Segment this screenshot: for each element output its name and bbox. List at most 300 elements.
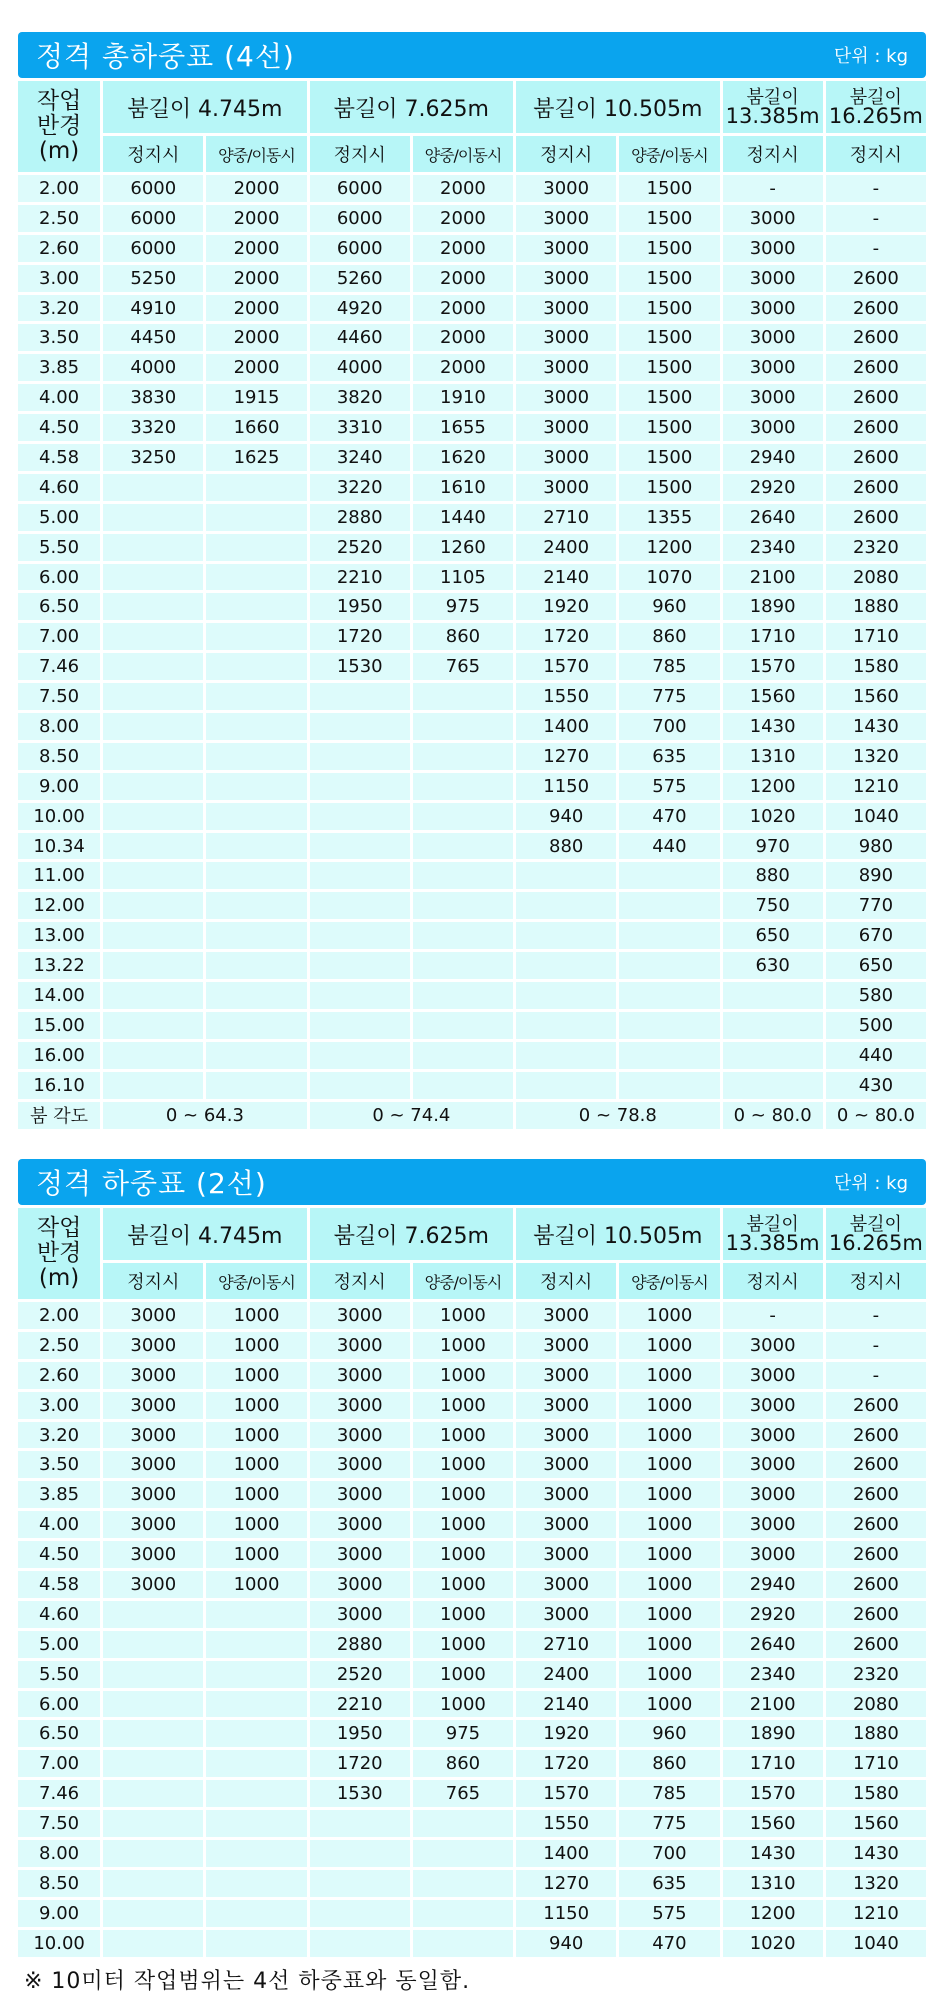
load-cell: 2400 <box>516 1661 616 1688</box>
load-cell: 1020 <box>723 1930 823 1957</box>
load-cell <box>206 1750 306 1777</box>
table-4line-unit: 단위 : kg <box>833 46 908 67</box>
load-cell: 3000 <box>310 1601 410 1628</box>
load-cell <box>103 743 203 770</box>
load-cell: 1210 <box>826 773 926 800</box>
radius-cell: 2.00 <box>18 175 100 202</box>
table-row <box>18 1012 926 1039</box>
load-cell: 1000 <box>413 1571 513 1598</box>
load-cell <box>310 1900 410 1927</box>
load-cell: 860 <box>413 1750 513 1777</box>
table-row <box>18 952 926 979</box>
load-cell: 3000 <box>723 1422 823 1449</box>
load-cell: 3000 <box>516 354 616 381</box>
load-cell: 3000 <box>310 1302 410 1329</box>
table-row <box>18 1072 926 1099</box>
sub-header: 양중/이동시 <box>206 136 306 172</box>
table-row <box>18 803 926 830</box>
load-cell: 1500 <box>619 175 719 202</box>
load-cell <box>103 773 203 800</box>
load-cell <box>413 982 513 1009</box>
load-cell: 580 <box>826 982 926 1009</box>
load-cell: 1000 <box>413 1661 513 1688</box>
load-cell: 500 <box>826 1012 926 1039</box>
load-cell: 1530 <box>310 1780 410 1807</box>
load-cell: - <box>826 175 926 202</box>
load-cell: 700 <box>619 1840 719 1867</box>
load-cell <box>310 773 410 800</box>
radius-cell: 7.50 <box>18 683 100 710</box>
load-cell: 2000 <box>206 175 306 202</box>
sub-header: 정지시 <box>516 136 616 172</box>
load-cell: 980 <box>826 833 926 860</box>
radius-cell: 3.50 <box>18 1451 100 1478</box>
table-row <box>18 324 926 351</box>
load-cell: 1070 <box>619 564 719 591</box>
load-cell: 3000 <box>310 1511 410 1538</box>
load-cell <box>310 952 410 979</box>
load-cell: 785 <box>619 1780 719 1807</box>
load-cell: 3000 <box>516 235 616 262</box>
load-cell <box>413 952 513 979</box>
table-row <box>18 265 926 292</box>
radius-cell: 7.46 <box>18 1780 100 1807</box>
load-cell: 2080 <box>826 1691 926 1718</box>
radius-cell: 13.22 <box>18 952 100 979</box>
load-cell: 635 <box>619 743 719 770</box>
table-2line-banner <box>18 1159 926 1205</box>
load-cell <box>103 1720 203 1747</box>
load-cell <box>413 1012 513 1039</box>
boom-angle-label: 붐 각도 <box>18 1102 100 1129</box>
load-cell: - <box>826 235 926 262</box>
load-cell: 3000 <box>723 324 823 351</box>
load-cell: 2940 <box>723 1571 823 1598</box>
load-cell: 3220 <box>310 474 410 501</box>
load-cell: 750 <box>723 892 823 919</box>
load-cell <box>206 683 306 710</box>
radius-cell: 7.00 <box>18 623 100 650</box>
boom-header-13385-label: 붐길이 <box>746 87 799 108</box>
load-cell: 1920 <box>516 1720 616 1747</box>
table-2line-body <box>18 1302 926 1957</box>
boom-header-13385-length: 13.385m <box>725 104 820 128</box>
load-cell: 6000 <box>310 175 410 202</box>
load-cell: 2880 <box>310 504 410 531</box>
boom-header-4745: 붐길이 4.745m <box>103 1208 306 1260</box>
load-cell: 4910 <box>103 295 203 322</box>
load-cell: 1320 <box>826 743 926 770</box>
load-cell: 6000 <box>103 175 203 202</box>
radius-cell: 3.85 <box>18 1481 100 1508</box>
load-cell: 1000 <box>413 1362 513 1389</box>
radius-cell: 3.50 <box>18 324 100 351</box>
table-row <box>18 1930 926 1957</box>
table-row <box>18 833 926 860</box>
load-cell: 3000 <box>723 1332 823 1359</box>
load-cell: 3000 <box>723 235 823 262</box>
load-cell: 1950 <box>310 593 410 620</box>
radius-header-line3: (m) <box>38 138 80 164</box>
load-cell: 3000 <box>310 1422 410 1449</box>
load-cell: 1500 <box>619 235 719 262</box>
load-cell: 3000 <box>516 175 616 202</box>
table-row <box>18 1332 926 1359</box>
radius-cell: 3.00 <box>18 265 100 292</box>
load-cell <box>206 1012 306 1039</box>
load-cell: 470 <box>619 803 719 830</box>
table-row <box>18 1780 926 1807</box>
load-cell <box>103 922 203 949</box>
radius-cell: 9.00 <box>18 773 100 800</box>
load-cell: 2000 <box>413 265 513 292</box>
boom-header-10505: 붐길이 10.505m <box>516 1208 719 1260</box>
load-cell <box>723 1042 823 1069</box>
radius-cell: 4.00 <box>18 1511 100 1538</box>
load-cell <box>206 833 306 860</box>
load-cell: 3000 <box>103 1422 203 1449</box>
load-cell: 3000 <box>516 324 616 351</box>
load-cell: 2400 <box>516 534 616 561</box>
sub-header: 양중/이동시 <box>206 1263 306 1299</box>
load-cell: 3000 <box>516 205 616 232</box>
load-cell: 3000 <box>310 1541 410 1568</box>
load-cell: 1570 <box>516 1780 616 1807</box>
load-cell <box>206 1072 306 1099</box>
load-cell <box>619 952 719 979</box>
load-cell <box>516 1072 616 1099</box>
load-cell: 575 <box>619 773 719 800</box>
load-cell <box>619 922 719 949</box>
load-cell: 1720 <box>516 1750 616 1777</box>
load-cell: 2600 <box>826 1422 926 1449</box>
table-row <box>18 1840 926 1867</box>
load-cell: 1580 <box>826 1780 926 1807</box>
load-cell: 3000 <box>516 444 616 471</box>
sub-header: 정지시 <box>826 1263 926 1299</box>
load-cell: 1000 <box>619 1631 719 1658</box>
load-cell <box>103 1072 203 1099</box>
load-cell: 2000 <box>413 324 513 351</box>
boom-angle-value: 0 ~ 78.8 <box>516 1102 719 1129</box>
load-cell: 3000 <box>310 1332 410 1359</box>
load-cell: 3000 <box>723 1511 823 1538</box>
boom-angle-value: 0 ~ 80.0 <box>826 1102 926 1129</box>
table-row <box>18 235 926 262</box>
radius-cell: 4.50 <box>18 414 100 441</box>
load-cell: 2880 <box>310 1631 410 1658</box>
load-cell <box>310 713 410 740</box>
radius-header-line2: 반경 <box>36 113 82 139</box>
boom-header-16265 <box>826 81 926 133</box>
load-cell: 2940 <box>723 444 823 471</box>
radius-cell: 2.00 <box>18 1302 100 1329</box>
load-cell: 1200 <box>619 534 719 561</box>
boom-header-13385 <box>723 81 823 133</box>
load-cell: 1550 <box>516 1810 616 1837</box>
radius-cell: 4.00 <box>18 384 100 411</box>
load-cell: 2600 <box>826 444 926 471</box>
sub-header: 정지시 <box>826 136 926 172</box>
radius-cell: 6.50 <box>18 593 100 620</box>
load-cell: 1310 <box>723 743 823 770</box>
load-cell: 1000 <box>619 1541 719 1568</box>
load-cell: 3000 <box>516 384 616 411</box>
table-row <box>18 534 926 561</box>
table-row <box>18 623 926 650</box>
table-row <box>18 1042 926 1069</box>
load-cell: 2000 <box>206 265 306 292</box>
load-cell: 1530 <box>310 653 410 680</box>
load-cell: 1720 <box>516 623 616 650</box>
load-cell: 2600 <box>826 295 926 322</box>
load-cell <box>206 1870 306 1897</box>
radius-cell: 4.50 <box>18 1541 100 1568</box>
load-cell: 3000 <box>310 1451 410 1478</box>
load-cell: 1500 <box>619 265 719 292</box>
load-cell: 1570 <box>723 653 823 680</box>
load-cell: 3000 <box>723 384 823 411</box>
table-row <box>18 683 926 710</box>
load-cell: 1400 <box>516 713 616 740</box>
load-cell <box>206 1720 306 1747</box>
sub-header: 양중/이동시 <box>619 136 719 172</box>
load-cell: 6000 <box>103 235 203 262</box>
load-cell <box>103 1661 203 1688</box>
load-cell: 3000 <box>516 295 616 322</box>
load-cell: 2520 <box>310 534 410 561</box>
load-cell: 1430 <box>826 713 926 740</box>
radius-header-line1: 작업 <box>36 1215 82 1241</box>
table-row <box>18 1302 926 1329</box>
load-cell: 860 <box>619 1750 719 1777</box>
load-cell <box>619 1072 719 1099</box>
load-cell: 3000 <box>516 1541 616 1568</box>
table-row <box>18 1661 926 1688</box>
load-cell <box>516 892 616 919</box>
table-row <box>18 1601 926 1628</box>
load-cell: 3250 <box>103 444 203 471</box>
load-cell: 2210 <box>310 1691 410 1718</box>
load-cell: 2600 <box>826 1481 926 1508</box>
load-cell: 3000 <box>103 1511 203 1538</box>
load-cell: 3000 <box>516 1571 616 1598</box>
radius-cell: 13.00 <box>18 922 100 949</box>
table-row <box>18 1541 926 1568</box>
load-cell: 2600 <box>826 1601 926 1628</box>
table-4line-banner <box>18 32 926 78</box>
load-cell <box>413 743 513 770</box>
table-row <box>18 713 926 740</box>
load-cell: 1500 <box>619 444 719 471</box>
load-cell: 1040 <box>826 1930 926 1957</box>
load-cell: 2000 <box>413 295 513 322</box>
load-cell: 2600 <box>826 1541 926 1568</box>
load-cell: 3000 <box>516 1392 616 1419</box>
load-cell <box>516 862 616 889</box>
load-cell <box>206 504 306 531</box>
load-cell: 2340 <box>723 1661 823 1688</box>
load-cell: 440 <box>826 1042 926 1069</box>
load-cell <box>723 1072 823 1099</box>
load-cell: 3000 <box>723 414 823 441</box>
table-row <box>18 414 926 441</box>
boom-header-16265-length: 16.265m <box>828 104 923 128</box>
load-cell: 1000 <box>413 1422 513 1449</box>
load-cell: 3000 <box>723 1541 823 1568</box>
load-cell: 700 <box>619 713 719 740</box>
table-row <box>18 354 926 381</box>
load-cell: - <box>826 205 926 232</box>
load-cell <box>310 862 410 889</box>
radius-cell: 3.85 <box>18 354 100 381</box>
load-cell: 1200 <box>723 773 823 800</box>
load-cell: 785 <box>619 653 719 680</box>
load-cell: 2210 <box>310 564 410 591</box>
radius-cell: 5.50 <box>18 1661 100 1688</box>
load-cell: 470 <box>619 1930 719 1957</box>
radius-header <box>18 1208 100 1299</box>
load-cell: 1560 <box>723 683 823 710</box>
load-cell: 3000 <box>723 354 823 381</box>
load-cell: 1310 <box>723 1870 823 1897</box>
radius-cell: 2.50 <box>18 1332 100 1359</box>
sub-header: 정지시 <box>310 1263 410 1299</box>
load-cell: 1430 <box>723 713 823 740</box>
load-cell: 3000 <box>103 1541 203 1568</box>
load-cell <box>619 982 719 1009</box>
load-cell: 1880 <box>826 1720 926 1747</box>
table-2line-title: 정격 하중표 (2선) <box>36 1167 267 1200</box>
table-row <box>18 1451 926 1478</box>
load-cell: 2000 <box>206 295 306 322</box>
load-cell: 3000 <box>516 1451 616 1478</box>
load-cell: - <box>723 175 823 202</box>
load-cell <box>206 1900 306 1927</box>
load-cell <box>310 1810 410 1837</box>
load-cell: 3000 <box>516 265 616 292</box>
load-cell: 2600 <box>826 1392 926 1419</box>
load-cell: 1000 <box>206 1392 306 1419</box>
load-cell: 770 <box>826 892 926 919</box>
load-cell: 1430 <box>723 1840 823 1867</box>
load-cell: 1200 <box>723 1900 823 1927</box>
load-cell <box>310 1042 410 1069</box>
table-row <box>18 1720 926 1747</box>
load-cell: 1105 <box>413 564 513 591</box>
load-cell <box>103 1691 203 1718</box>
load-cell: 3000 <box>723 1481 823 1508</box>
radius-cell: 8.00 <box>18 1840 100 1867</box>
load-cell: 1560 <box>826 683 926 710</box>
table-row <box>18 922 926 949</box>
table-row <box>18 1870 926 1897</box>
load-cell: 1000 <box>413 1541 513 1568</box>
load-cell <box>206 653 306 680</box>
load-cell <box>103 1601 203 1628</box>
load-cell: 1720 <box>310 1750 410 1777</box>
table-row <box>18 175 926 202</box>
load-cell: 970 <box>723 833 823 860</box>
boom-header-13385 <box>723 1208 823 1260</box>
boom-header-13385-label: 붐길이 <box>746 1214 799 1235</box>
load-cell: 3320 <box>103 414 203 441</box>
load-cell <box>516 982 616 1009</box>
load-cell: 860 <box>619 623 719 650</box>
load-cell: 775 <box>619 683 719 710</box>
load-table-4line <box>15 78 929 1132</box>
table-row <box>18 982 926 1009</box>
load-cell: 3000 <box>103 1481 203 1508</box>
load-cell: 1000 <box>206 1451 306 1478</box>
load-cell: 890 <box>826 862 926 889</box>
table-row <box>18 1691 926 1718</box>
load-cell: 4450 <box>103 324 203 351</box>
load-cell: 2600 <box>826 414 926 441</box>
table-row <box>18 593 926 620</box>
load-cell <box>310 743 410 770</box>
load-cell <box>206 534 306 561</box>
load-cell <box>413 833 513 860</box>
load-cell: 1000 <box>206 1541 306 1568</box>
load-cell: 2710 <box>516 1631 616 1658</box>
load-cell <box>310 1930 410 1957</box>
sub-header: 정지시 <box>516 1263 616 1299</box>
load-cell: 5260 <box>310 265 410 292</box>
load-cell: 2000 <box>206 235 306 262</box>
load-cell <box>516 952 616 979</box>
load-cell <box>206 1691 306 1718</box>
load-cell: 3000 <box>723 1392 823 1419</box>
load-cell: 650 <box>723 922 823 949</box>
load-cell: 1500 <box>619 324 719 351</box>
load-cell: 430 <box>826 1072 926 1099</box>
load-cell <box>310 1870 410 1897</box>
load-cell: 2600 <box>826 1451 926 1478</box>
load-cell <box>206 773 306 800</box>
load-cell <box>103 593 203 620</box>
load-cell: 2640 <box>723 1631 823 1658</box>
load-cell <box>723 982 823 1009</box>
load-cell <box>516 922 616 949</box>
load-cell: 1000 <box>619 1661 719 1688</box>
table-row <box>18 474 926 501</box>
load-cell: 1720 <box>310 623 410 650</box>
radius-cell: 6.00 <box>18 564 100 591</box>
sub-header: 정지시 <box>103 136 203 172</box>
load-cell: 3000 <box>723 205 823 232</box>
load-cell: 1500 <box>619 295 719 322</box>
load-cell: 6000 <box>103 205 203 232</box>
load-cell: 1000 <box>413 1511 513 1538</box>
load-cell: 2000 <box>206 324 306 351</box>
sub-header: 양중/이동시 <box>619 1263 719 1299</box>
radius-cell: 4.60 <box>18 474 100 501</box>
load-cell <box>103 623 203 650</box>
radius-cell: 16.00 <box>18 1042 100 1069</box>
radius-cell: 2.50 <box>18 205 100 232</box>
load-cell: 1915 <box>206 384 306 411</box>
load-cell: 2920 <box>723 474 823 501</box>
load-cell: 3000 <box>516 1601 616 1628</box>
load-cell <box>310 892 410 919</box>
load-cell: 3000 <box>516 1511 616 1538</box>
load-cell: 3000 <box>516 1362 616 1389</box>
load-cell: 1320 <box>826 1870 926 1897</box>
load-cell <box>413 1810 513 1837</box>
load-cell <box>103 564 203 591</box>
load-cell <box>103 862 203 889</box>
